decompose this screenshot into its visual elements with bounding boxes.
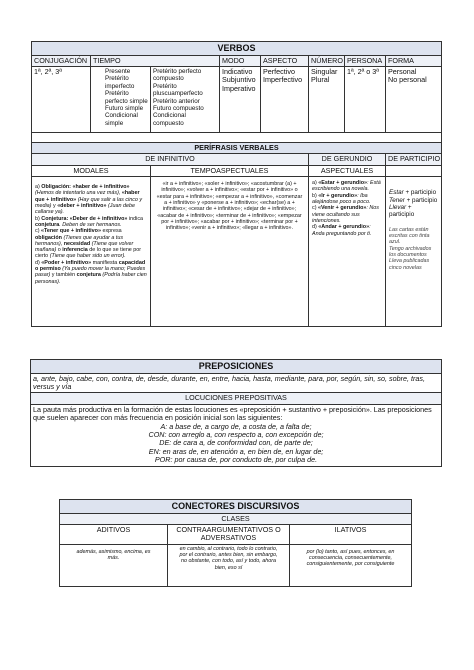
verb: Llevar	[389, 203, 407, 211]
term: «haber que + infinitivo»	[35, 190, 140, 203]
lead: c)	[312, 205, 318, 212]
ilativos-list: por (lo) tanto, así pues, entonces, en consecuencia, consecuentemente, consiguientemente, por consiguiente	[290, 544, 412, 586]
modo-item: Subjuntivo	[222, 75, 256, 85]
participio-example: Tengo archivados los documentos	[389, 245, 432, 258]
locucion-example: EN: en aras de, en atención a, en bien de, en lugar de;	[148, 446, 324, 456]
aspectuales-cell	[309, 177, 386, 327]
lead: d)	[312, 224, 319, 231]
temporales-cell	[151, 177, 309, 327]
locucion-example: A: a base de, a cargo de, a costa de, a falta de;	[160, 421, 312, 431]
text: y también	[51, 272, 76, 279]
term: «Ir + gerundio»	[318, 192, 358, 199]
example: (Juan debe callarse ya).	[35, 203, 135, 216]
header-modo: MODO	[220, 55, 261, 66]
spacer-row	[32, 132, 442, 142]
term: «Tener que + infinitivo»	[41, 228, 101, 235]
header-forma: FORMA	[386, 55, 442, 66]
locuciones-title: LOCUCIONES PREPOSITIVAS	[31, 393, 442, 404]
preposiciones-list: a, ante, bajo, cabe, con, contra, de, desde, durante, en, entre, hacia, hasta, mediante, para, por, según, sin, so, sobre, tras, versus y vía	[31, 373, 442, 393]
locuciones-text: La pauta más productiva en la formación de estas locuciones es «preposición + sustantivo + preposición». Las preposiciones que suelen aparecer con más frecuencia en posición inicial son las siguientes:	[33, 404, 432, 423]
example: : Está escribiendo una novela.	[312, 180, 381, 193]
participio-empty	[386, 165, 442, 176]
rest: + participio	[404, 196, 438, 204]
aspectual-item	[312, 193, 382, 206]
contra-label: CONTRAARGUMENTATIVOS O ADVERSATIVOS	[168, 524, 290, 544]
term: «Andar + gerundio»	[318, 224, 370, 231]
lead: b)	[312, 192, 319, 199]
term: «deber + infinitivo»	[57, 203, 107, 210]
example: (Hemos de intentarlo una vez más),	[35, 190, 121, 197]
example: (Hay que salir a las cinco y media)	[35, 196, 143, 210]
modales-label: MODALES	[32, 165, 151, 176]
example: (Podría haber cien personas).	[35, 272, 147, 285]
locucion-example: POR: por causa de, por conducto de, por culpa de.	[154, 455, 318, 465]
aspecto-list	[261, 66, 309, 132]
term: conjetura	[76, 272, 101, 279]
text: manifiesta	[92, 259, 118, 266]
tiempo-item: Pretérito imperfecto	[105, 75, 135, 90]
perifrasis-title: PERÍFRASIS VERBALES	[32, 142, 442, 153]
tiempo-item: Presente	[105, 67, 131, 75]
tiempo-item: Futuro simple	[105, 104, 144, 112]
locucion-example: DE: de cara a, de conformidad con, de parte de;	[159, 438, 313, 448]
term: «Estar + gerundio»	[318, 180, 367, 187]
term: necesidad	[63, 240, 91, 247]
numero-item: Plural	[311, 75, 330, 85]
participio-cell	[386, 177, 442, 327]
rest: + participio	[389, 203, 415, 219]
numero-item: Singular	[311, 66, 338, 76]
modales-b	[35, 216, 147, 229]
tiempo-compuesto-list	[151, 66, 220, 132]
tiempo-simple-list	[91, 66, 151, 132]
temporales-label: TEMPOASPECTUALES	[151, 165, 309, 176]
aspectual-item	[312, 205, 382, 224]
term: «Poder + infinitivo»	[41, 259, 92, 266]
aditivos-list: además, asimismo, encima, es más.	[60, 544, 168, 586]
text: o	[57, 247, 61, 254]
persona-value: 1ª, 2ª o 3ª	[345, 66, 386, 132]
lead: a)	[35, 184, 42, 191]
aspecto-item: Imperfectivo	[263, 75, 303, 85]
modales-d	[35, 260, 147, 285]
term: Obligación: «haber de + infinitivo»	[41, 184, 130, 191]
clases-label: CLASES	[60, 513, 412, 524]
term: Conjetura: «Deber de + infinitivo»	[41, 215, 128, 222]
participio-example: Lleva publicadas cinco novelas	[389, 258, 430, 271]
lead: c)	[35, 228, 41, 235]
example: . Deben de ser hermanos.	[59, 221, 122, 228]
header-tiempo: TIEMPO	[91, 55, 220, 66]
term: capacidad o permiso	[35, 259, 146, 272]
modales-c	[35, 228, 147, 259]
infinitivo-label: DE INFINITIVO	[32, 154, 309, 165]
tiempo-item: Pretérito pluscuamperfecto	[153, 82, 203, 98]
example: (Ya puedo mover la mano; Puedes pasar)	[35, 265, 146, 279]
participio-example: Las cartas están escritas con tinta azul.	[389, 226, 430, 246]
forma-item: Personal	[388, 66, 417, 76]
numero-list	[309, 66, 345, 132]
tiempo-item: Futuro compuesto	[153, 104, 204, 112]
tiempo-item: Condicional simple	[105, 112, 138, 127]
aspectual-item	[312, 224, 382, 237]
example: : Anda preguntando por ti.	[312, 224, 372, 237]
conectores-table	[59, 499, 412, 587]
contra-list: en cambio, al contrario, todo lo contrario, por el contrario, antes bien, sin embargo, no obstante, con todo, así y todo, ahora bien, eso sí	[168, 544, 290, 586]
term: obligación	[35, 234, 62, 241]
preposiciones-table	[30, 359, 442, 467]
example: (Tiene que volver mañana)	[35, 240, 134, 254]
modales-a	[35, 184, 147, 215]
text: de lo que se tiene por cierto	[35, 247, 142, 260]
text: expresa	[102, 228, 122, 235]
lead: b)	[35, 215, 42, 222]
aspectuales-label: ASPECTUALES	[309, 165, 386, 176]
example: (Tienes que ayudar a tus hermanos),	[35, 234, 124, 247]
example: : Iba alejándose poco a poco.	[312, 192, 371, 206]
participio-label: DE PARTICIPIO	[386, 154, 442, 165]
tiempo-item: Pretérito anterior	[153, 97, 200, 105]
conectores-title: CONECTORES DISCURSIVOS	[60, 500, 412, 514]
text: indica	[128, 215, 144, 222]
example: : Nos viene ocultando sus intenciones.	[312, 205, 379, 224]
header-aspecto: ASPECTO	[261, 55, 309, 66]
rest: + participio	[403, 189, 437, 197]
aditivos-label: ADITIVOS	[60, 524, 168, 544]
text: y	[52, 203, 56, 210]
verb: Tener	[389, 196, 405, 204]
locucion-example: CON: con arreglo a, con respecto a, con excepción de;	[148, 429, 324, 439]
tiempo-item: Pretérito perfecto compuesto	[153, 67, 202, 83]
modo-list	[220, 66, 261, 132]
modo-item: Imperativo	[222, 83, 256, 93]
lead: d)	[35, 259, 42, 266]
participio-item	[389, 189, 438, 196]
preposiciones-title: PREPOSICIONES	[31, 360, 442, 374]
verb: Estar	[389, 189, 404, 197]
forma-list	[386, 66, 442, 132]
aspecto-item: Perfectivo	[263, 66, 295, 76]
header-numero: NÚMERO	[309, 55, 345, 66]
example: (Tiene que haber sido un error).	[49, 253, 126, 260]
tiempo-item: Pretérito perfecto simple	[105, 90, 148, 105]
temporales-text: «ir a + infinitivo»; «soler + infinitivo»; «acostumbrar (a) + infinitivo»; «volver a + infinitivo»; «estar por + infinitivo» o «estar para + infinitivo»; «empezar a + infinitivo», «comenzar a + infinitivo» y «ponerse a + infinitivo»; «echar(se) a + infinitivo»; «cesar de + infinitivo»; «dejar de + infinitivo»; «acabar de + infinitivo»; «terminar de + infinitivo»; «empezar por + infinitivo»; «acabar por + infinitivo»; «terminar por + infinitivo»; «venir a + infinitivo»; «llegar a + infinitivo».	[156, 181, 303, 232]
forma-item: No personal	[388, 75, 427, 85]
gerundio-label: DE GERUNDIO	[309, 154, 386, 165]
term: «Venir + gerundio»	[318, 205, 367, 212]
conjugacion-value: 1ª, 2ª, 3ª	[32, 66, 91, 132]
lead: a)	[312, 180, 319, 187]
participio-item	[389, 204, 438, 219]
header-persona: PERSONA	[345, 55, 386, 66]
tiempo-item: Condicional compuesto	[153, 112, 186, 127]
locuciones-cell	[31, 404, 442, 466]
term: inferencia	[62, 247, 88, 254]
aspectual-item	[312, 180, 382, 193]
modales-cell	[32, 177, 151, 327]
ilativos-label: ILATIVOS	[290, 524, 412, 544]
modo-item: Indicativo	[222, 66, 253, 76]
header-conjugacion: CONJUGACIÓN	[32, 55, 91, 66]
verbos-title: VERBOS	[32, 42, 442, 56]
verbos-table	[31, 41, 442, 327]
participio-item	[389, 197, 438, 204]
term: conjetura	[35, 221, 60, 228]
